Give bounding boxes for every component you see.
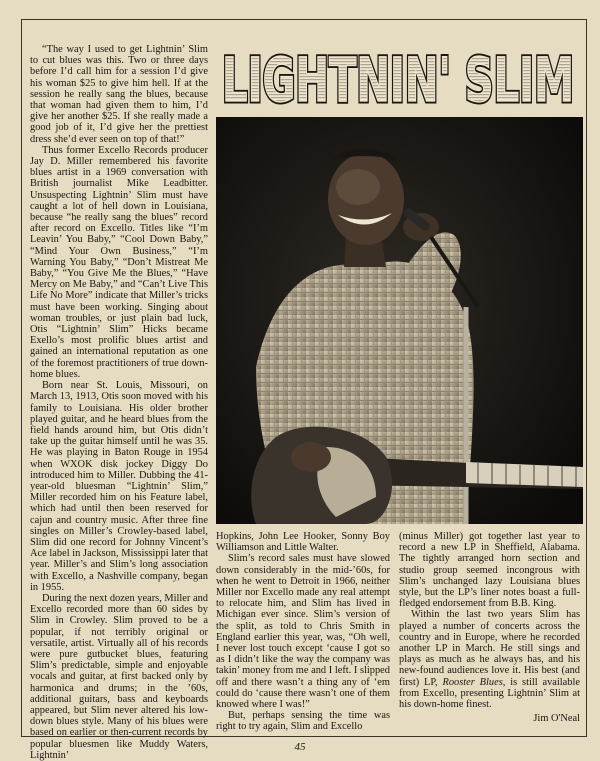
headline-title xyxy=(216,43,580,116)
headline-lettering xyxy=(216,43,580,116)
article-column-1 xyxy=(30,44,208,761)
paragraph: But, perhaps sensing the time was right to try again, Slim and Excello xyxy=(216,710,390,733)
album-title: Rooster Blues xyxy=(442,676,503,688)
article-column-3 xyxy=(399,531,580,731)
paragraph: Born near St. Louis, Missouri, on March 13, 1913, Otis soon moved with his family to Louisiana. His older brother played guitar, and he heard blues from the field hands around him, but Otis didn’t take up the guitar himself until he was 35. He was playing in Baton Rouge in 1954 when WXOK disk jockey Diggy Do introduced him to Miller. Dubbing the 41-year-old bluesman “Lightnin’ Slim,” Miller recorded him on his Feature label, which had until then been reserved for cajun and country music. After three fine singles on Miller’s Crowley-based label, Slim did one record for Johnny Vincent’s Ace label in Jackson, Mississippi later that year. Miller’s and Slim’s long association with Excello, a Nashville company, began in 1955. xyxy=(30,380,208,593)
artist-photo xyxy=(216,117,583,524)
paragraph: Thus former Excello Records producer Jay D. Miller remembered his favorite blues artist in a 1969 conversation with British journalist Mike Leadbitter. Unsuspecting Lightnin’ Slim must have caught a lot of hell down in Louisiana, because “he really sang the blues” record after record on Excello. Titles like “I’m Leavin’ You Baby,” “Cool Down Baby,” “Mind Your Own Business,” “I’m Warning You Baby,” “Don’t Mistreat Me Baby,” “You Give Me the Blues,” “Have Mercy on Me Baby,” and “Can’t Live This Life No More” indicate that Miller’s tricks must have been working. Singing about woman troubles, or just plain bad luck, Otis “Lightnin’ Slim” Hicks became Exello’s most prolific blues artist and gained an international reputation as one of the foremost practitioners of true down-home blues. xyxy=(30,144,208,380)
paragraph: During the next dozen years, Miller and Excello recorded more than 60 sides by Slim in Crowley. Slim proved to be a popular, if not terribly original or versatile, artist. Virtually all of his records were pure gutbucket blues, featuring Slim’s predictable, simple and enjoyable vocals and guitar, at first backed only by harmonica and drums; in the ’60s, additional guitars, bass and keyboards appeared, but Slim never altered his low-down blues style. Many of his blues were based on earlier or then-current records by popular bluesmen like Muddy Waters, Lightnin’ xyxy=(30,592,208,761)
paragraph: (minus Miller) got together last year to record a new LP in Sheffield, Alabama. The tightly arranged horn section and studio group seemed incongrous with Slim’s unchanged lazy Louisiana blues style, but the LP’s liner notes boast a full-fledged endorsement from B.B. King. xyxy=(399,531,580,610)
svg-text:LIGHTNIN' SLIM: LIGHTNIN' SLIM xyxy=(222,45,574,116)
paragraph: Within the last two years Slim has played a number of concerts across the country and in Europe, where he recorded another LP in March. He still sings and plays as much as he always has, and his new-found audiences love it. His best (and first) LP, Rooster Blues, is still available from Excello, presenting Lightnin’ Slim at his down-home finest. xyxy=(399,609,580,711)
paragraph: Hopkins, John Lee Hooker, Sonny Boy Williamson and Little Walter. xyxy=(216,531,390,554)
author-byline: Jim O'Neal xyxy=(533,713,580,725)
svg-text:LIGHTNIN' SLIM: LIGHTNIN' SLIM xyxy=(222,45,574,116)
paragraph: Slim’s record sales must have slowed down considerably in the mid-’60s, for when he went to Detroit in 1966, neither Miller nor Excello made any real attempt to relocate him, and Slim has lived in Michigan ever since. Slim’s version of the split, as told to Chris Smith in England earlier this year, was, “Oh well, I never lost touch except ‘cause I got so as I didn’t like the way the company was takin’ money from me and I left. I slipped off and there wasn’t a thing any of ‘em could do ‘cause there wasn’t one of them knowed where I was!” xyxy=(216,553,390,711)
paragraph: “The way I used to get Lightnin’ Slim to cut blues was this. Two or three days before I’d call him for a session I’d give his woman $25 to give him hell. If at the session he really sang the blues, because that woman had given them to him, I’d give her another $25. If she really made a good job of it, I’d give her the prettiest dress she’d ever seen on top of that!” xyxy=(30,44,208,145)
page-number: 45 xyxy=(294,741,306,753)
article-column-2 xyxy=(216,531,390,731)
